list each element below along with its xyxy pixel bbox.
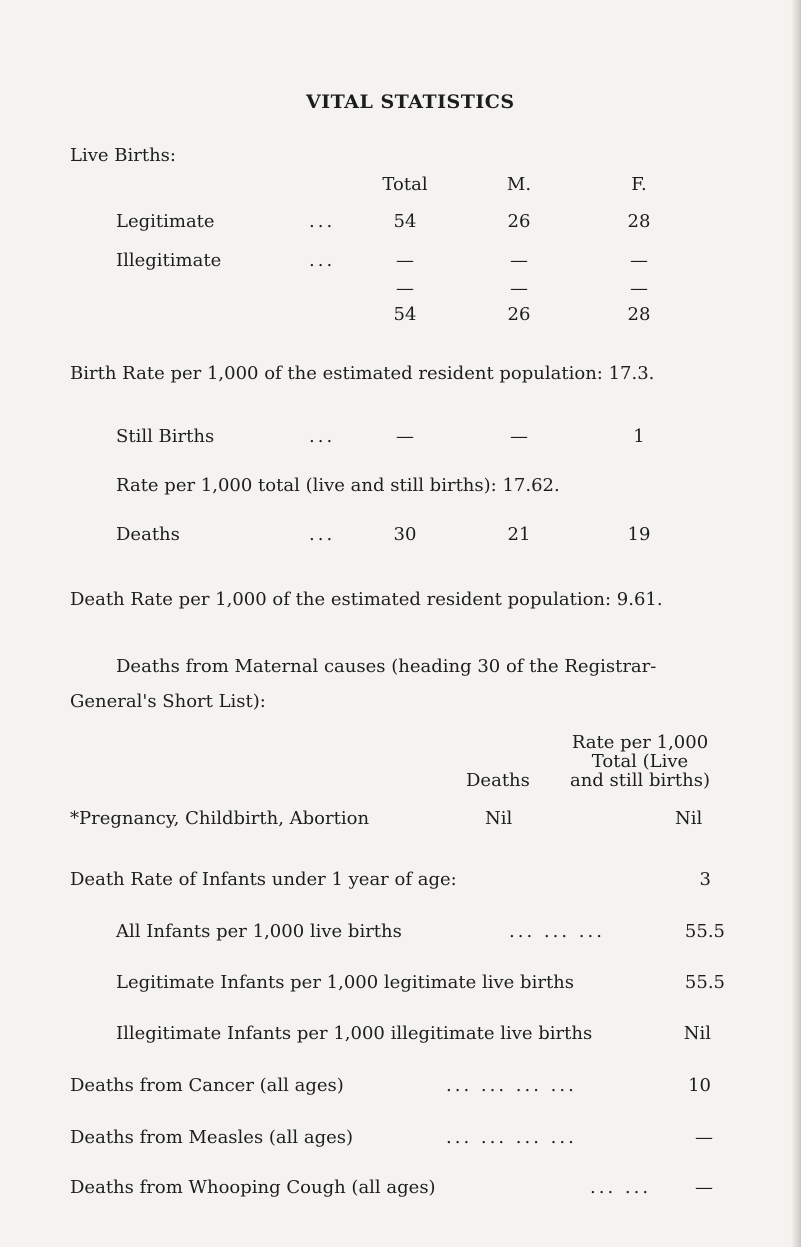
deaths-label: Deaths: [116, 524, 180, 545]
infant-row-label: Legitimate Infants per 1,000 legitimate live births: [116, 972, 575, 993]
maternal-row-rate: Nil: [675, 808, 703, 829]
still-births-total: —: [396, 426, 414, 447]
infant-row-value: 55.5: [684, 972, 725, 993]
row-dots: ... ... ...: [509, 921, 605, 942]
maternal-row-label: *Pregnancy, Childbirth, Abortion: [70, 808, 370, 829]
row-dots: ... ...: [590, 1177, 652, 1198]
illegitimate-total: —: [396, 250, 414, 271]
page-edge-shadow: [791, 0, 801, 1247]
deaths-total: 30: [393, 524, 417, 545]
row-label-legitimate: Legitimate: [116, 211, 215, 232]
illegitimate-f: —: [630, 250, 648, 271]
row-dots: ...: [309, 250, 336, 271]
infant-row-value: 55.5: [684, 921, 725, 942]
deaths-m: 21: [507, 524, 531, 545]
col-header-deaths: Deaths: [466, 770, 530, 791]
death-rate-line: Death Rate per 1,000 of the estimated resident population: 9.61.: [70, 589, 663, 610]
subtotal-rule-total: —: [396, 278, 414, 299]
cause-row-label: Deaths from Whooping Cough (all ages): [70, 1177, 436, 1198]
maternal-heading-line1: Deaths from Maternal causes (heading 30 of the Registrar-: [116, 656, 657, 677]
row-label-illegitimate: Illegitimate: [116, 250, 222, 271]
row-dots: ...: [309, 211, 336, 232]
col-header-rate-1: Rate per 1,000: [571, 732, 709, 753]
legitimate-total: 54: [393, 211, 417, 232]
col-header-rate-2: Total (Live: [591, 751, 689, 772]
col-header-total: Total: [382, 174, 428, 195]
still-births-m: —: [510, 426, 528, 447]
live-births-total: 54: [393, 304, 417, 325]
infant-row-label: All Infants per 1,000 live births: [116, 921, 402, 942]
cause-row-value: —: [695, 1177, 713, 1198]
subtotal-rule-f: —: [630, 278, 648, 299]
still-rate-line: Rate per 1,000 total (live and still births): 17.62.: [116, 475, 560, 496]
birth-rate-line: Birth Rate per 1,000 of the estimated resident population: 17.3.: [70, 363, 655, 384]
infant-rate-heading-value: 3: [699, 869, 711, 890]
infant-row-value: Nil: [683, 1023, 711, 1044]
live-births-heading: Live Births:: [70, 145, 176, 166]
page-title: VITAL STATISTICS: [306, 91, 515, 113]
maternal-row-deaths: Nil: [485, 808, 513, 829]
cause-row-label: Deaths from Cancer (all ages): [70, 1075, 344, 1096]
live-births-m: 26: [507, 304, 531, 325]
col-header-f: F.: [631, 174, 647, 195]
still-births-label: Still Births: [116, 426, 215, 447]
infant-rate-heading: Death Rate of Infants under 1 year of age:: [70, 869, 457, 890]
maternal-heading-line2: General's Short List):: [70, 691, 266, 712]
deaths-f: 19: [627, 524, 651, 545]
cause-row-value: —: [695, 1127, 713, 1148]
row-dots: ... ... ... ...: [446, 1127, 577, 1148]
row-dots: ... ... ... ...: [446, 1075, 577, 1096]
still-births-f: 1: [633, 426, 645, 447]
live-births-f: 28: [627, 304, 651, 325]
infant-row-label: Illegitimate Infants per 1,000 illegitimate live births: [116, 1023, 593, 1044]
legitimate-m: 26: [507, 211, 531, 232]
subtotal-rule-m: —: [510, 278, 528, 299]
col-header-m: M.: [506, 174, 532, 195]
row-dots: ...: [309, 426, 336, 447]
cause-row-value: 10: [688, 1075, 711, 1096]
col-header-rate-3: and still births): [569, 770, 710, 791]
legitimate-f: 28: [627, 211, 651, 232]
row-dots: ...: [309, 524, 336, 545]
cause-row-label: Deaths from Measles (all ages): [70, 1127, 354, 1148]
illegitimate-m: —: [510, 250, 528, 271]
